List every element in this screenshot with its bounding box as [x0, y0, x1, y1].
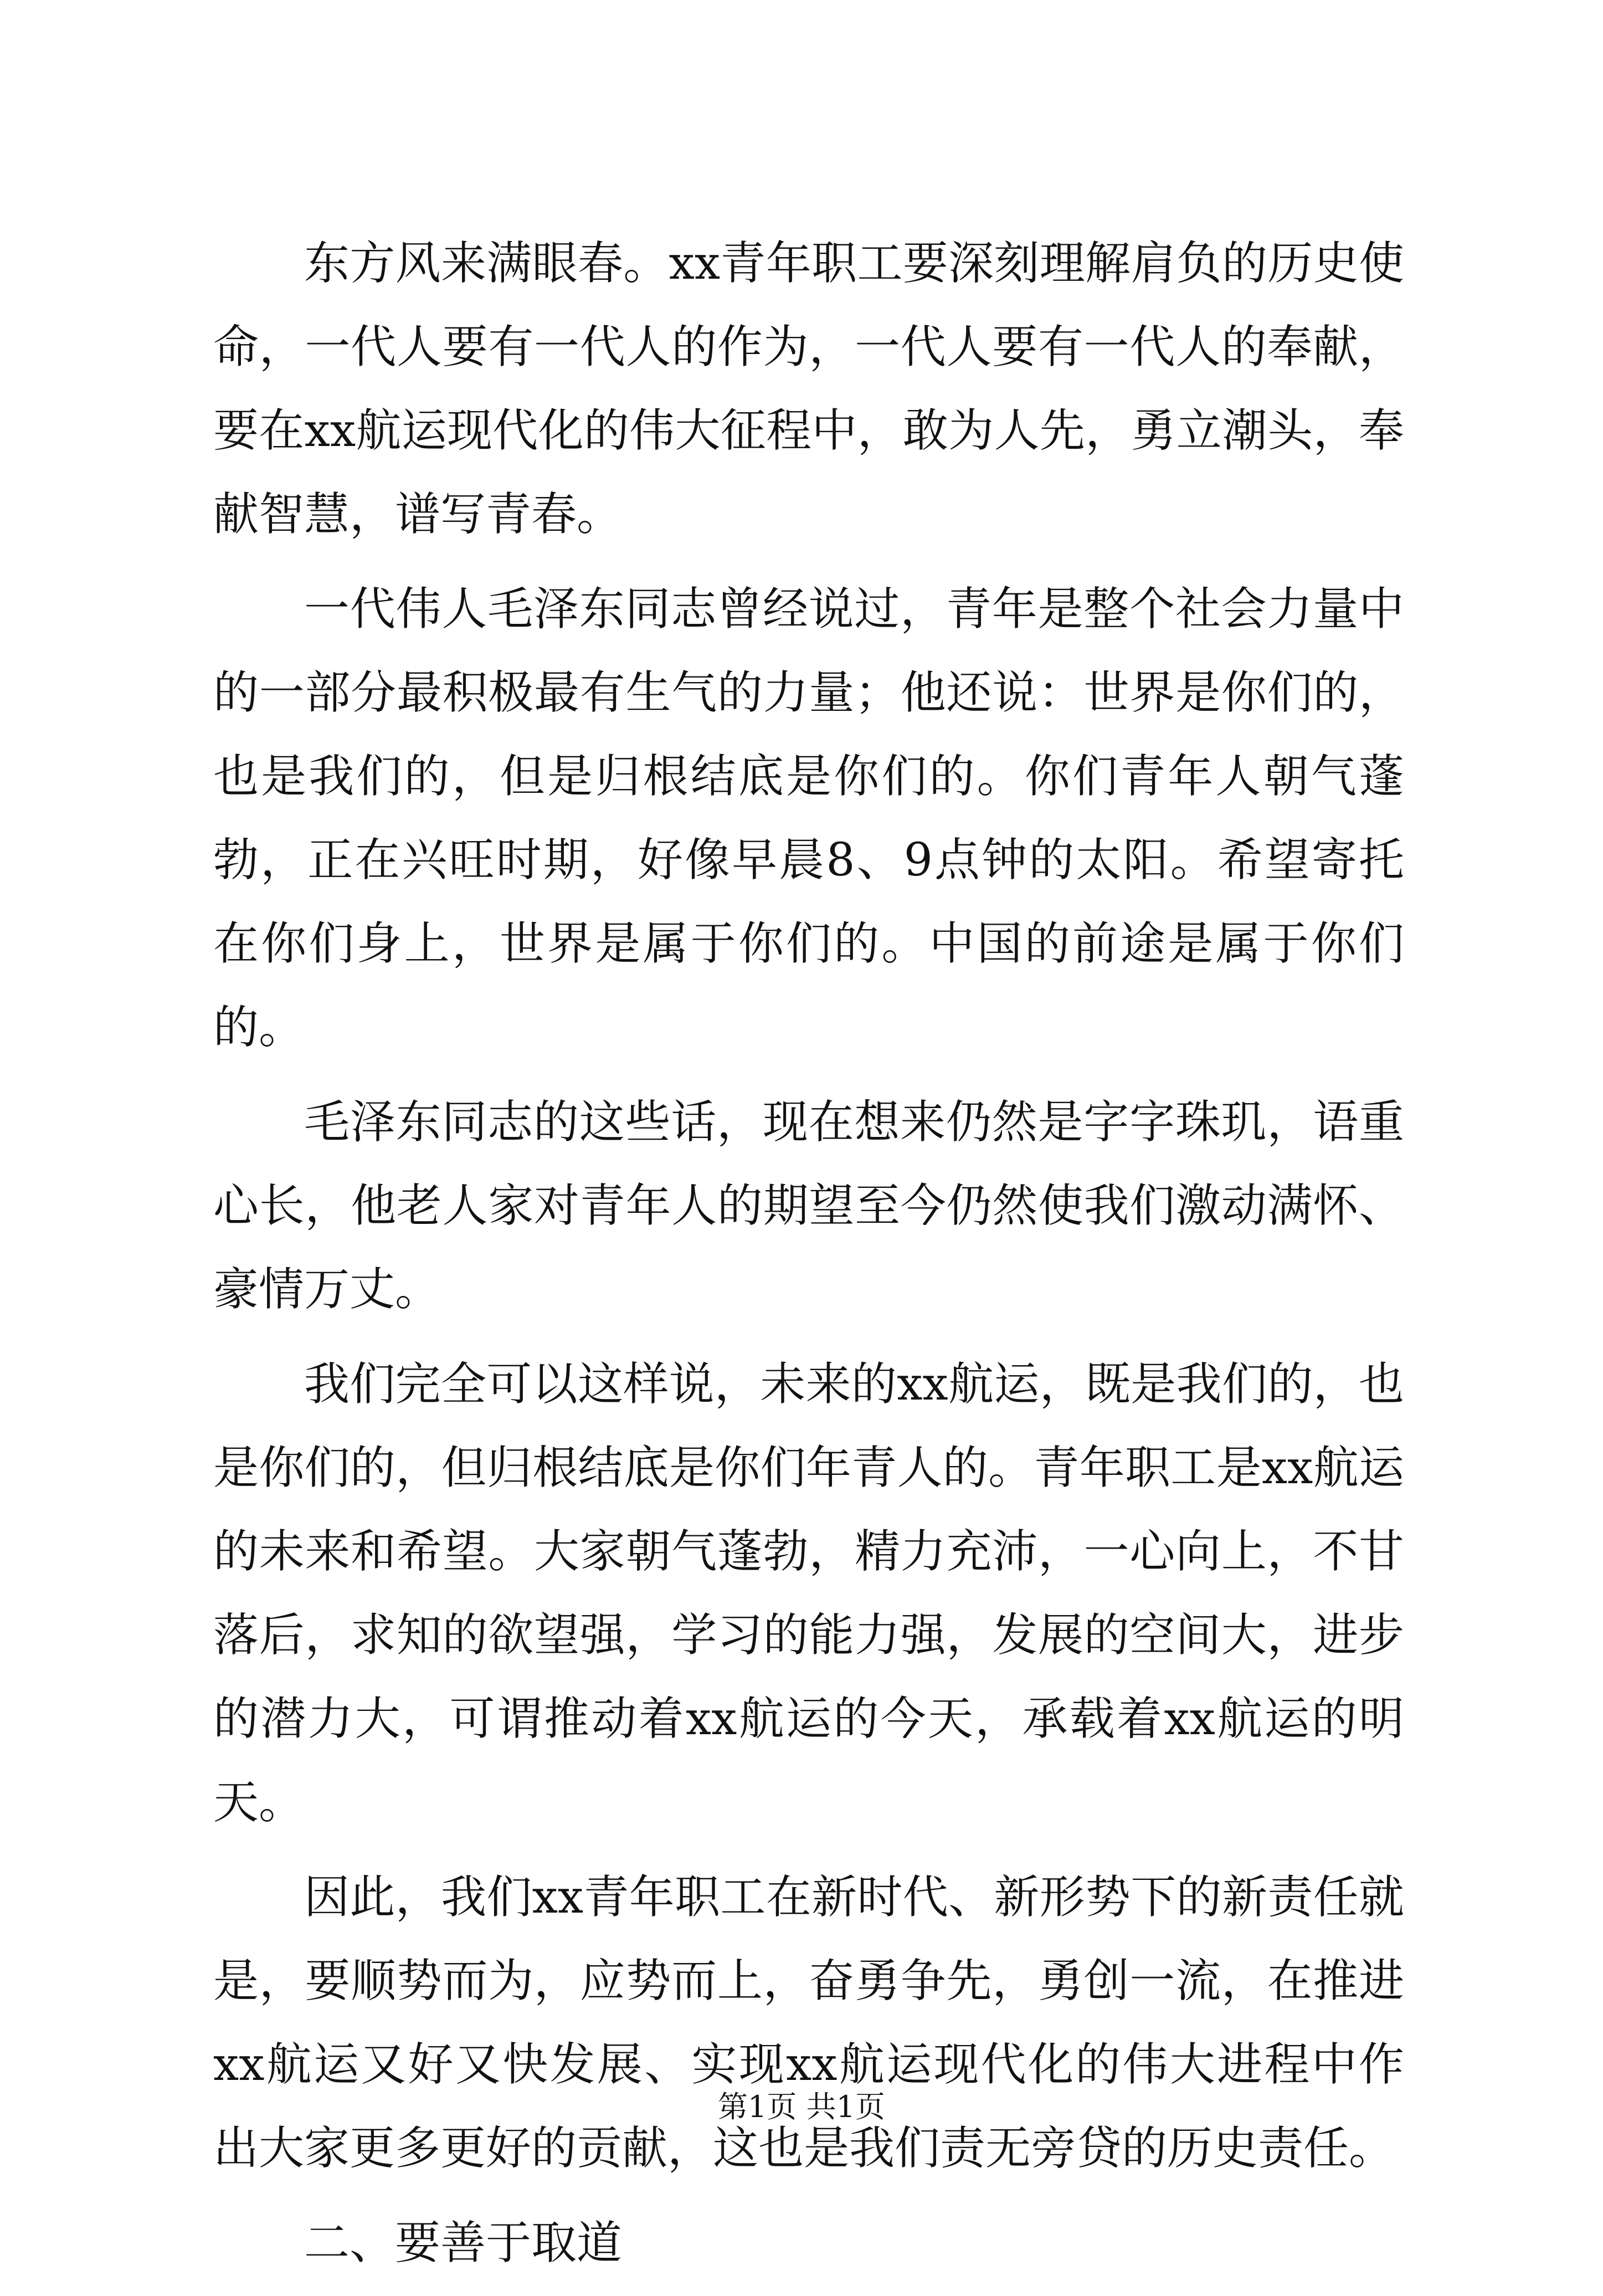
paragraph: 因此，我们xx青年职工在新时代、新形势下的新责任就是，要顺势而为，应势而上，奋勇争先，勇创一流，在推进xx航运又好又快发展、实现xx航运现代化的伟大进程中作出大家更多更好的贡献，这也是我们责无旁贷的历史责任。 — [213, 1871, 1404, 2175]
paragraph: 一代伟人毛泽东同志曾经说过，青年是整个社会力量中的一部分最积极最有生气的力量；他还说：世界是你们的，也是我们的，但是归根结底是你们的。你们青年人朝气蓬勃，正在兴旺时期，好像早晨8、9点钟的太阳。希望寄托在你们身上，世界是属于你们的。中国的前途是属于你们的。 — [213, 583, 1404, 1054]
paragraph: 东方风来满眼春。xx青年职工要深刻理解肩负的历史使命，一代人要有一代人的作为，一代人要有一代人的奉献，要在xx航运现代化的伟大征程中，敢为人先，勇立潮头，奉献智慧，谱写青春。 — [213, 237, 1404, 541]
document-body — [213, 222, 1404, 2296]
paragraph: 毛泽东同志的这些话，现在想来仍然是字字珠玑，语重心长，他老人家对青年人的期望至今仍然使我们激动满怀、豪情万丈。 — [213, 1096, 1404, 1316]
page-footer: 第1页 共1页 — [718, 2089, 885, 2124]
section-heading: 二、要善于取道 — [304, 2217, 623, 2269]
paragraph: 我们完全可以这样说，未来的xx航运，既是我们的，也是你们的，但归根结底是你们年青人的。青年职工是xx航运的未来和希望。大家朝气蓬勃，精力充沛，一心向上，不甘落后，求知的欲望强，学习的能力强，发展的空间大，进步的潜力大，可谓推动着xx航运的今天，承载着xx航运的明天。 — [213, 1358, 1404, 1829]
